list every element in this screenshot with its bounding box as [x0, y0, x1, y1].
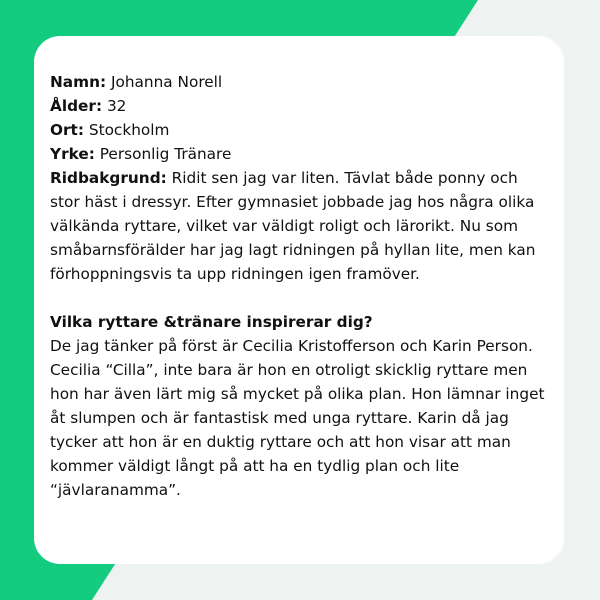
name-row [50, 70, 550, 94]
city-row [50, 118, 550, 142]
age-row [50, 94, 550, 118]
job-label: Yrke: [50, 145, 95, 163]
city-label: Ort: [50, 121, 84, 139]
job-row [50, 142, 550, 166]
job-value: Personlig Tränare [99, 145, 232, 163]
riding-background-paragraph [50, 166, 550, 286]
paragraph-spacer [50, 286, 550, 310]
question-heading: Vilka ryttare &tränare inspirerar dig? [50, 313, 373, 331]
city-value: Stockholm [88, 121, 170, 139]
name-value: Johanna Norell [110, 73, 223, 91]
age-value: 32 [106, 97, 127, 115]
question-answer: De jag tänker på först är Cecilia Kristofferson och Karin Person. Cecilia “Cilla”, inte bara är hon en otroligt skicklig ryttare men hon har även lärt mig så mycket på olika plan. Hon lämnar inget åt slumpen och är fantastisk med unga ryttare. Karin då jag tycker att hon är en duktig ryttare och att hon visar att man kommer väldigt långt på att ha en tydlig plan och lite “jävlaranamma”. [50, 337, 545, 499]
riding-background-text: Ridit sen jag var liten. Tävlat både ponny och stor häst i dressyr. Efter gymnasiet jobbade jag hos några olika välkända ryttare, vilket var väldigt roligt och lärorikt. Nu som småbarnsförälder har jag lagt ridningen på hyllan lite, men kan förhoppningsvis ta upp ridningen igen framöver. [50, 169, 536, 283]
riding-background-label: Ridbakgrund: [50, 169, 167, 187]
name-label: Namn: [50, 73, 107, 91]
profile-card [34, 36, 564, 564]
age-label: Ålder: [50, 97, 103, 115]
